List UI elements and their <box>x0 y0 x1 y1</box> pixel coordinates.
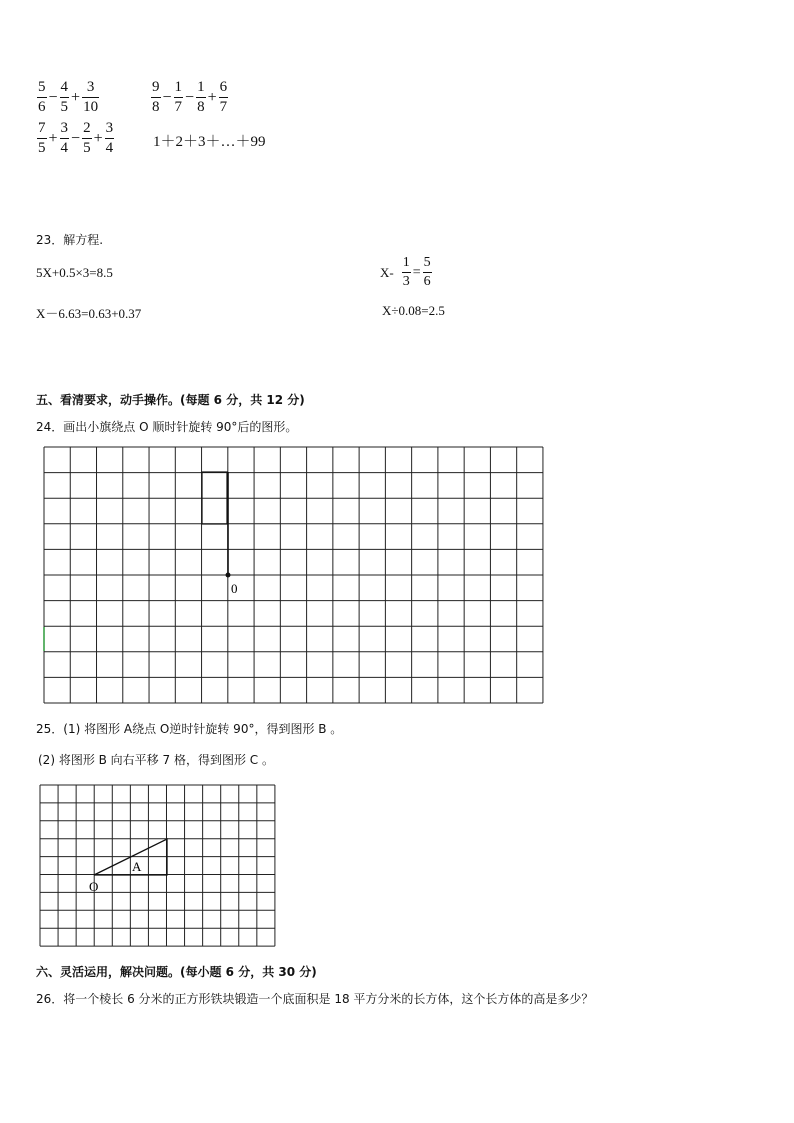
q23-equation-1: 5X+0.5×3=8.5 <box>36 265 113 280</box>
arith-expression-4: 1＋2＋3＋…＋99 <box>153 134 266 150</box>
arith-expression-2: $\frac{9}{8}$ − $\frac{1}{7}$ − $\frac{1}{8}$ + $\frac{6}{7}$ <box>152 79 228 115</box>
q26-text: 26．将一个棱长 6 分米的正方形铁块锻造一个底面积是 18 平方分米的长方体，这个长方体的高是多少？ <box>36 992 594 1006</box>
q25-label-a: A <box>132 859 142 874</box>
q23-equation-4: X÷0.08=2.5 <box>382 303 445 318</box>
q25-label-o: O <box>89 879 99 894</box>
arith-expression-1: $\frac{5}{6}$ − $\frac{4}{5}$ + $\frac{3}{10}$ <box>38 79 99 115</box>
q24-point-o <box>226 573 231 578</box>
q24-grid <box>44 447 543 703</box>
q24-point-label: 0 <box>231 581 238 596</box>
arith-expression-3: $\frac{7}{5}$ + $\frac{3}{4}$ − $\frac{2}{5}$ + $\frac{3}{4}$ <box>38 120 114 156</box>
q25-line-1: 25．(1) 将图形 A绕点 O逆时针旋转 90°，得到图形 B 。 <box>36 722 343 736</box>
q23-equation-3: X－6.63=0.63+0.37 <box>36 306 142 321</box>
q25-grid <box>40 785 275 946</box>
section-5-heading: 五、看清要求，动手操作。(每题 6 分，共 12 分) <box>36 393 305 407</box>
section-6-heading: 六、灵活运用，解决问题。(每小题 6 分，共 30 分) <box>36 965 317 979</box>
q25-line-2: (2) 将图形 B 向右平移 7 格，得到图形 C 。 <box>38 753 274 767</box>
q23-equation-2: X- $\frac{1}{3}$ = $\frac{5}{6}$ <box>380 255 431 289</box>
q23-title: 23．解方程. <box>36 233 104 247</box>
q24-text: 24．画出小旗绕点 O 顺时针旋转 90°后的图形。 <box>36 420 298 434</box>
